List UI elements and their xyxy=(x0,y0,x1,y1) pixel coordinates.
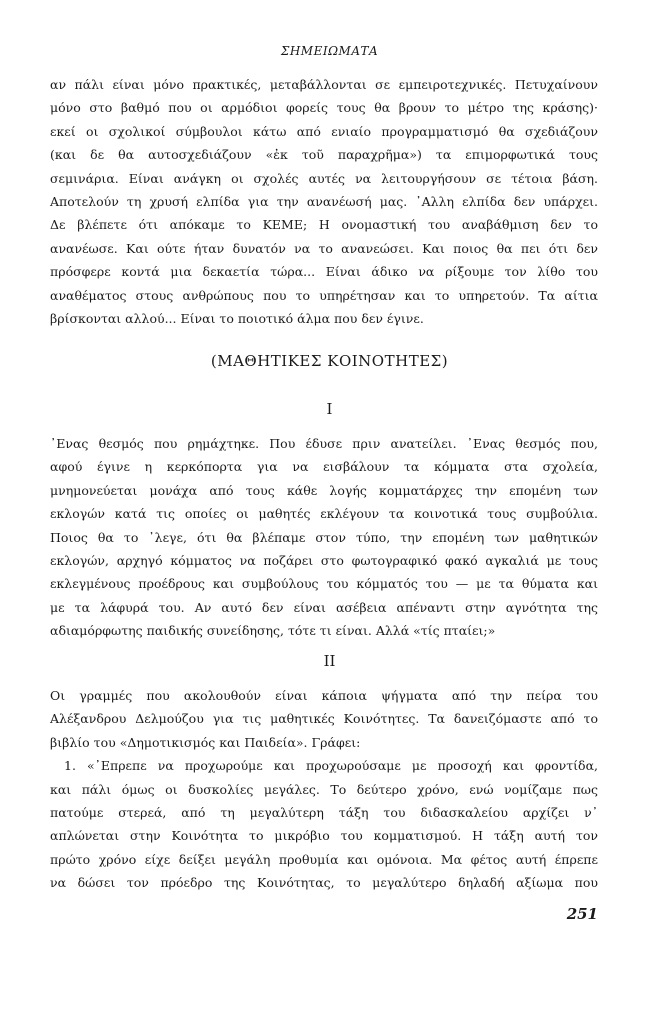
section-numeral-ii: II xyxy=(323,652,336,670)
text-line: εκλογών κατά τις οποίες οι μαθητές εκλέγουν τα κοινοτικά τους συμβούλια. xyxy=(50,506,598,522)
text-line: πρόσφερε κοντά μια δεκαετία τώρα... Είναι άδικο να ρίξουμε τον λίθο του xyxy=(50,264,598,280)
text-line: σεμινάρια. Είναι ανάγκη οι σχολές αυτές να λειτουργήσουν σε τέτοια βάση. xyxy=(50,170,598,186)
text-line: μόνο στο βαθμό που οι αρμόδιοι φορείς τους θα βρουν το μέτρο της κράσης)· xyxy=(50,100,598,116)
section-numeral-i: I xyxy=(326,400,333,418)
text-line: πατούμε στερεά, από τη μεγαλύτερη τάξη του διδασκαλείου αρχίζει ν᾽ xyxy=(50,805,598,821)
text-line: Αποτελούν τη χρυσή ελπίδα για την ανανέωσή μας. ᾽Αλλη ελπίδα δεν υπάρχει. xyxy=(50,194,598,210)
text-line: αν πάλι είναι μόνο πρακτικές, μεταβάλλονται σε εμπειροτεχνικές. Πετυχαίνουν xyxy=(50,77,598,92)
text-line: απλώνεται στην Κοινότητα το μικρόβιο του κομματισμού. Η τάξη αυτή τον xyxy=(50,828,598,844)
text-line: (και δε θα αυτοσχεδιάζουν «ἐκ τοῦ παραχρῆμα») τα επιμορφωτικά τους xyxy=(50,147,598,163)
text-line: βιβλίο του «Δημοτικισμός και Παιδεία». Γράφει: xyxy=(50,734,361,750)
text-line: Δε βλέπετε ότι απόκαμε το ΚΕΜΕ; Η ονομαστική του αναβάθμιση δεν το xyxy=(50,217,598,233)
text-line: ανανέωσε. Και ούτε ήταν δυνατόν να το ανανεώσει. Και ποιος θα πει ότι δεν xyxy=(50,240,598,256)
text-line: βρίσκονται αλλού... Είναι το ποιοτικό άλμα που δεν έγινε. xyxy=(50,311,424,327)
running-head: ΣΗΜΕΙΩΜΑΤΑ xyxy=(280,44,379,58)
text-line: με τα λάφυρά του. Αν αυτό δεν είναι ασέβεια απέναντι στην αγνότητα της xyxy=(50,599,598,615)
text-line: αδιαμόρφωτης παιδικής συνείδησης, τότε τι είναι. Αλλά «τίς πταίει;» xyxy=(50,623,496,639)
text-line: 1. «᾽Επρεπε να προχωρούμε και προχωρούσαμε με προσοχή και φροντίδα, xyxy=(64,758,598,774)
section-title: (ΜΑΘΗΤΙΚΕΣ ΚΟΙΝΟΤΗΤΕΣ) xyxy=(210,352,449,370)
section-ii-paragraph xyxy=(50,684,598,895)
text-line: αναθέματος στους ανθρώπους που το υπηρέτησαν και το υπηρετούν. Τα αίτια xyxy=(50,287,598,303)
text-line: Ποιος θα το ᾽λεγε, ότι θα βλέπαμε στον τύπο, την επομένη των μαθητικών xyxy=(50,529,598,545)
text-line: εκλογών, αρχηγό κόμματος να ποζάρει στο φωτογραφικό φακό αγκαλιά με τους xyxy=(50,553,598,569)
text-line: πρώτο χρόνο είχε δείξει μεγάλη προθυμία και ομόνοια. Μα φέτος αυτή έπρεπε xyxy=(50,851,598,867)
text-line: και πάλι όμως οι δυσκολίες μεγάλες. Το δεύτερο χρόνο, ενώ νομίζαμε πως xyxy=(50,781,598,797)
page-number: 251 xyxy=(566,905,598,923)
text-line: να δώσει τον πρόεδρο της Κοινότητας, το μεγαλύτερο δηλαδή αξίωμα που xyxy=(50,875,598,891)
text-line: αφού έγινε η κερκόπορτα για να εισβάλουν τα κόμματα στα σχολεία, xyxy=(50,459,598,475)
text-line: Αλέξανδρου Δελμούζου για τις μαθητικές Κοινότητες. Τα δανειζόμαστε από το xyxy=(50,711,598,727)
text-line: εκεί οι σχολικοί σύμβουλοι κάτω από ενιαίο προγραμματισμό θα σχεδιάζουν xyxy=(50,123,598,139)
text-line: Οι γραμμές που ακολουθούν είναι κάποια ψήγματα από την πείρα του xyxy=(50,688,598,703)
text-line: ᾽Ενας θεσμός που ρημάχτηκε. Που έδυσε πριν ανατείλει. ᾽Ενας θεσμός που, xyxy=(50,436,598,451)
text-line: μνημονεύεται μονάχα από τους κάθε λογής κομματάρχες την επομένη των xyxy=(50,482,598,498)
section-i-paragraph xyxy=(50,432,598,643)
intro-paragraph xyxy=(50,73,598,330)
text-line: εκλεγμένους προέδρους και συμβούλους του κόμματός του — με τα θύματα και xyxy=(50,576,598,592)
